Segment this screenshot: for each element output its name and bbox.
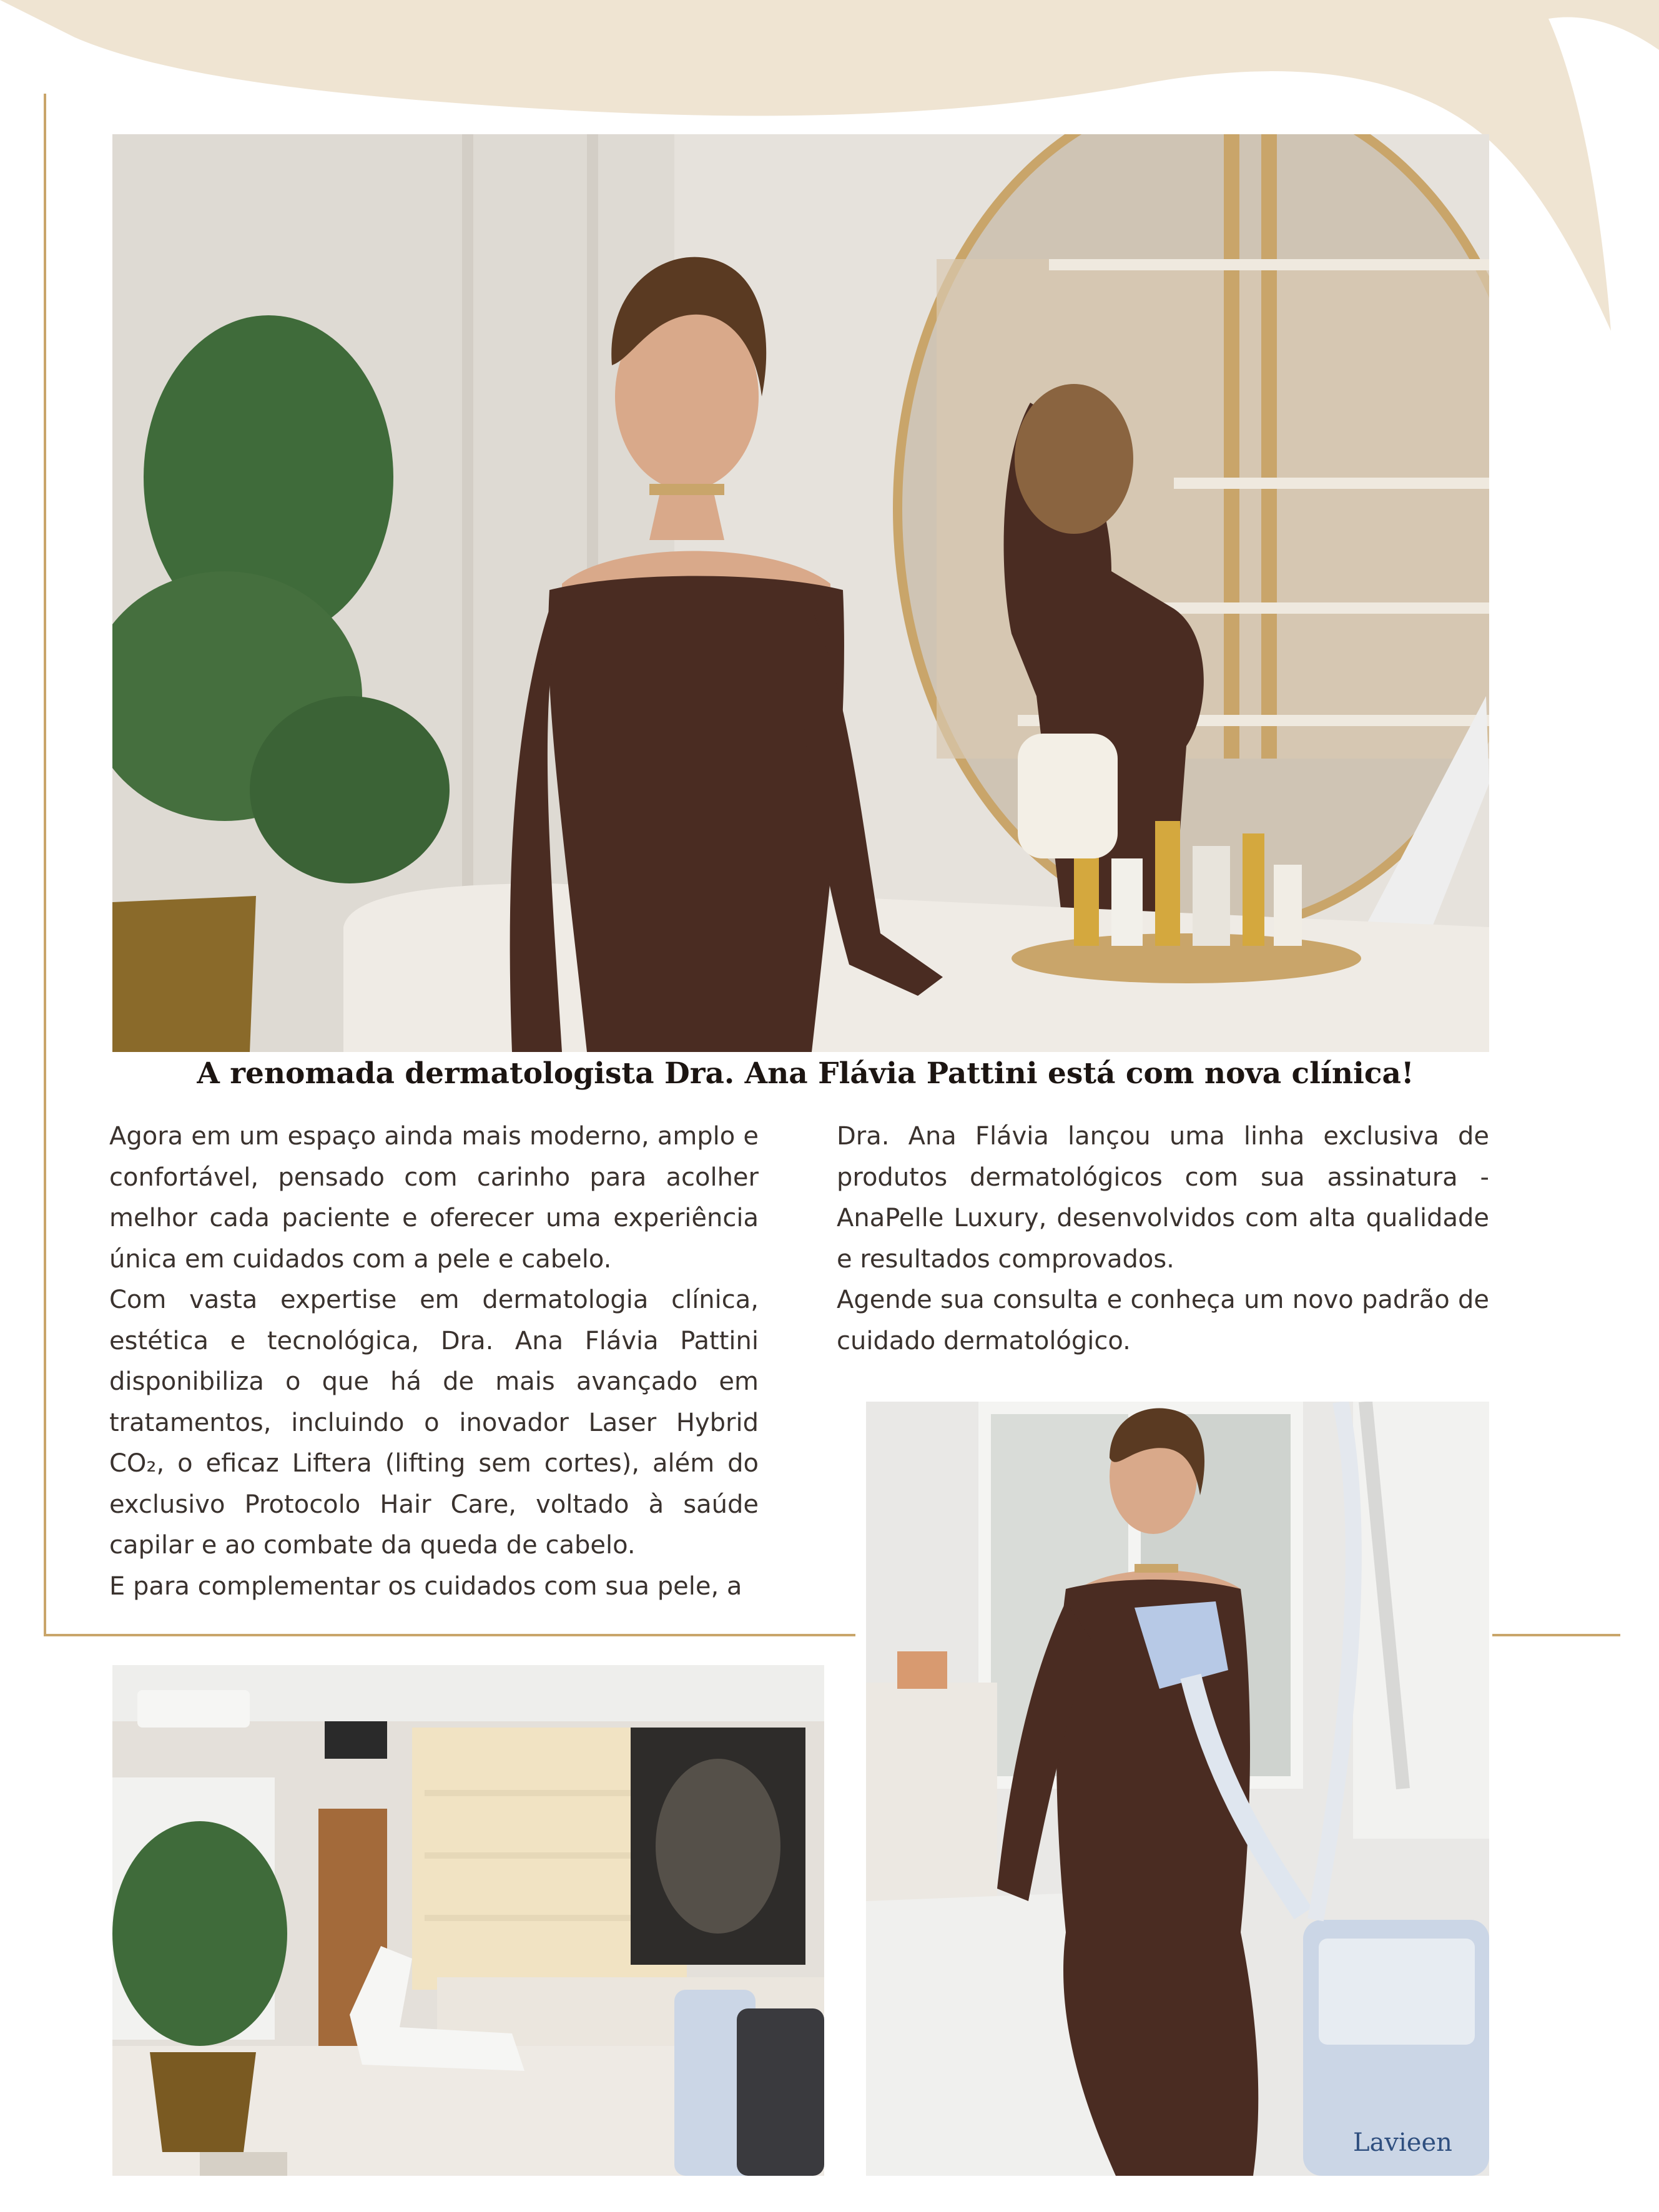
article-left-column — [109, 1116, 759, 1607]
paragraph: Dra. Ana Flávia lançou uma linha exclusiva de produtos dermatológicos com sua assinatura - AnaPelle Luxury, desenvolvidos com alta qualidade e resultados comprovados. — [837, 1122, 1489, 1274]
device-brand-label: Lavieen — [1353, 2128, 1452, 2157]
paragraph: Agora em um espaço ainda mais moderno, amplo e confortável, pensado com carinho para acolher melhor cada paciente e oferecer uma experiência única em cuidados com a pele e cabelo. — [109, 1122, 759, 1274]
gold-divider-line — [44, 1634, 855, 1636]
article-right-column — [837, 1116, 1489, 1362]
paragraph: E para complementar os cuidados com sua pele, a — [109, 1571, 742, 1601]
paragraph: Agende sua consulta e conheça um novo padrão de cuidado dermatológico. — [837, 1285, 1489, 1355]
gold-divider-line — [1492, 1634, 1620, 1636]
clinic-room-photo — [112, 1665, 824, 2176]
paragraph: Com vasta expertise em dermatologia clínica, estética e tecnológica, Dra. Ana Flávia Pattini disponibiliza o que há de mais avançado em tratamentos, incluindo o inovador Laser Hybrid CO₂, o eficaz Liftera (lifting sem cortes), além do exclusivo Protocolo Hair Care, voltado à saúde capilar e ao combate da queda de cabelo. — [109, 1285, 759, 1560]
gold-accent-line — [44, 94, 46, 1636]
doctor-device-photo — [866, 1402, 1489, 2176]
article-headline: A renomada dermatologista Dra. Ana Flávia Pattini está com nova clínica! — [197, 1056, 1414, 1091]
hero-photo — [112, 134, 1489, 1052]
